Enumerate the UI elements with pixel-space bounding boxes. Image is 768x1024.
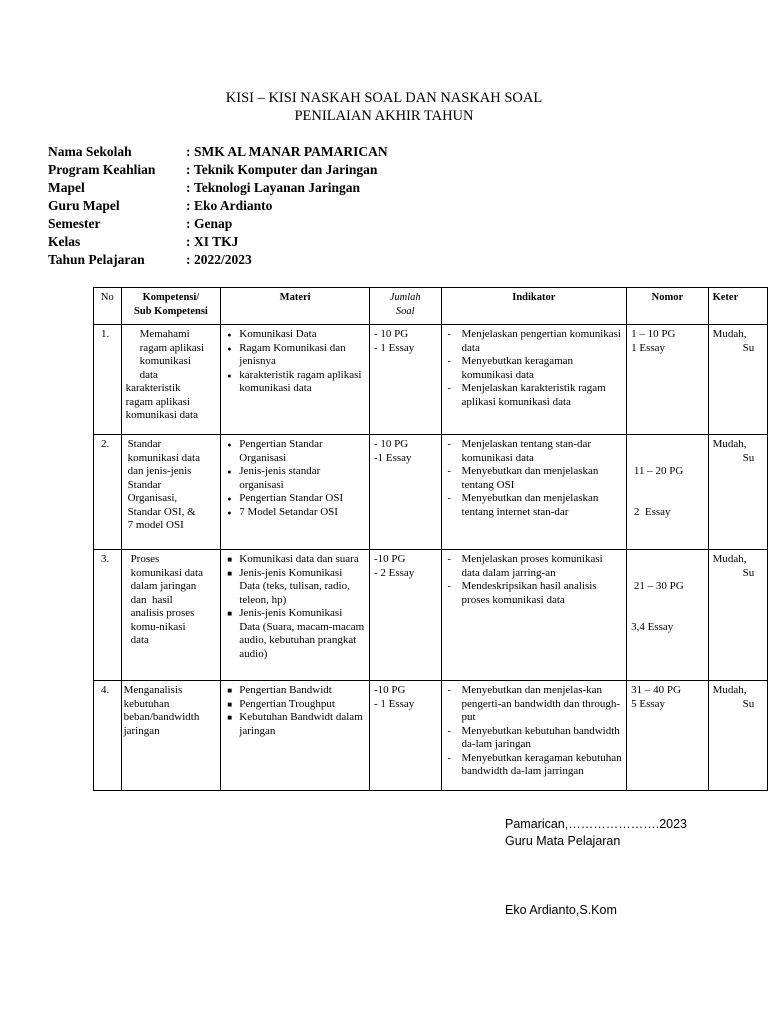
info-label: Program Keahlian (48, 162, 156, 177)
info-value: 2022/2023 (194, 252, 252, 267)
cell-nomor: 1 – 10 PG 1 Essay (627, 325, 708, 435)
signature-name: Eko Ardianto,S.Kom (505, 903, 617, 917)
materi-item: ● Pengertian Standar Organisasi (239, 438, 365, 465)
indikator-item: - Mendeskripsikan hasil analisis proses komunikasi data (462, 580, 623, 607)
info-label: Mapel (48, 180, 85, 195)
info-row-semester (48, 215, 388, 233)
cell-nomor: 31 – 40 PG 5 Essay (627, 681, 708, 791)
info-row-class (48, 233, 388, 251)
info-separator: : (186, 234, 191, 249)
info-value: SMK AL MANAR PAMARICAN (194, 144, 388, 159)
cell-kompetensi: Memahami ragam aplikasi komunikasi data karakteristik ragam aplikasi komunikasi data (121, 325, 221, 435)
indikator-item: - Menyebutkan keragaman komunikasi data (462, 355, 623, 382)
materi-item: ■ Komunikasi data dan suara (239, 553, 365, 567)
header-keterangan: Keter (708, 288, 767, 325)
info-separator: : (186, 180, 191, 195)
cell-jumlah: - 10 PG - 1 Essay (369, 325, 441, 435)
table-row (94, 435, 768, 550)
indikator-item: - Menyebutkan dan menjelas-kan pengerti-an bandwidth dan through-put (462, 684, 623, 725)
cell-kompetensi: Standar komunikasi data dan jenis-jenis Standar Organisasi, Standar OSI, & 7 model OSI (121, 435, 221, 550)
cell-jumlah: -10 PG - 2 Essay (369, 550, 441, 681)
header-materi: Materi (221, 288, 370, 325)
info-label: Kelas (48, 234, 81, 249)
cell-indikator (441, 435, 627, 550)
indikator-item: - Menjelaskan tentang stan-dar komunikasi data (462, 438, 623, 465)
document-subtitle: PENILAIAN AKHIR TAHUN (294, 108, 474, 124)
materi-item: ● 7 Model Setandar OSI (239, 506, 365, 520)
cell-kompetensi: Proses komunikasi data dalam jaringan dan hasil analisis proses komu-nikasi data (121, 550, 221, 681)
indikator-item: - Menyebutkan keragaman kebutuhan bandwidth da-lam jarringan (462, 752, 623, 779)
header-indikator: Indikator (441, 288, 627, 325)
materi-item: ● Pengertian Standar OSI (239, 492, 365, 506)
info-separator: : (186, 198, 191, 213)
header-nomor: Nomor (627, 288, 708, 325)
info-value: Teknik Komputer dan Jaringan (194, 162, 378, 177)
cell-materi (221, 325, 370, 435)
info-label: Semester (48, 216, 101, 231)
document-title: KISI – KISI NASKAH SOAL DAN NASKAH SOAL (225, 90, 543, 106)
cell-indikator (441, 325, 627, 435)
table-header-row (94, 288, 768, 325)
info-row-subject (48, 179, 388, 197)
info-separator: : (186, 216, 191, 231)
cell-nomor: 11 – 20 PG 2 Essay (627, 435, 708, 550)
info-value: XI TKJ (194, 234, 239, 249)
cell-jumlah: -10 PG - 1 Essay (369, 681, 441, 791)
table-row (94, 325, 768, 435)
cell-no: 4. (94, 681, 122, 791)
table-row (94, 550, 768, 681)
cell-indikator (441, 550, 627, 681)
indikator-item: - Menjelaskan karakteristik ragam aplikasi komunikasi data (462, 382, 623, 409)
kisi-table (93, 287, 768, 791)
info-separator: : (186, 162, 191, 177)
info-row-teacher (48, 197, 388, 215)
header-jumlah: Jumlah Soal (369, 288, 441, 325)
cell-materi (221, 681, 370, 791)
cell-no: 1. (94, 325, 122, 435)
cell-nomor: 21 – 30 PG 3,4 Essay (627, 550, 708, 681)
indikator-item: - Menyebutkan dan menjelaskan tentang OSI (462, 465, 623, 492)
cell-keterangan: Mudah, Su (708, 435, 767, 550)
header-no: No (94, 288, 122, 325)
indikator-item: - Menyebutkan kebutuhan bandwidth da-lam jaringan (462, 725, 623, 752)
indikator-item: - Menjelaskan pengertian komunikasi data (462, 328, 623, 355)
identity-block (48, 143, 388, 269)
signature-role: Guru Mata Pelajaran (505, 834, 621, 848)
table-row (94, 681, 768, 791)
indikator-item: - Menyebutkan dan menjelaskan tentang internet stan-dar (462, 492, 623, 519)
cell-keterangan: Mudah, Su (708, 325, 767, 435)
cell-no: 2. (94, 435, 122, 550)
cell-kompetensi: Menganalisis kebutuhan beban/bandwidth jaringan (121, 681, 221, 791)
info-value: Teknologi Layanan Jaringan (194, 180, 361, 195)
cell-indikator (441, 681, 627, 791)
cell-jumlah: - 10 PG -1 Essay (369, 435, 441, 550)
info-label: Tahun Pelajaran (48, 252, 145, 267)
materi-item: ■ Kebutuhan Bandwidt dalam jaringan (239, 711, 365, 738)
info-value: Eko Ardianto (194, 198, 273, 213)
materi-item: ■ Pengertian Bandwidt (239, 684, 365, 698)
cell-keterangan: Mudah, Su (708, 550, 767, 681)
info-label: Guru Mapel (48, 198, 120, 213)
cell-materi (221, 550, 370, 681)
materi-item: ● Jenis-jenis standar organisasi (239, 465, 365, 492)
cell-materi (221, 435, 370, 550)
materi-item: ● Ragam Komunikasi dan jenisnya (239, 342, 365, 369)
info-value: Genap (194, 216, 233, 231)
info-label: Nama Sekolah (48, 144, 132, 159)
header-kompetensi: Kompetensi/ Sub Kompetensi (121, 288, 221, 325)
materi-item: ● karakteristik ragam aplikasi komunikasi data (239, 369, 365, 396)
materi-item: ■ Jenis-jenis Komunikasi Data (teks, tulisan, radio, teleon, hp) (239, 567, 365, 608)
indikator-item: - Menjelaskan proses komunikasi data dalam jarring-an (462, 553, 623, 580)
materi-item: ■ Jenis-jenis Komunikasi Data (Suara, macam-macam audio, kebutuhan prangkat audio) (239, 607, 365, 661)
cell-keterangan: Mudah, Su (708, 681, 767, 791)
info-separator: : (186, 252, 191, 267)
info-row-program (48, 161, 388, 179)
materi-item: ■ Pengertian Troughput (239, 698, 365, 712)
info-row-year (48, 251, 388, 269)
cell-no: 3. (94, 550, 122, 681)
materi-item: ● Komunikasi Data (239, 328, 365, 342)
info-separator: : (186, 144, 191, 159)
signature-place-date: Pamarican,………………….2023 (505, 817, 688, 831)
info-row-school (48, 143, 388, 161)
